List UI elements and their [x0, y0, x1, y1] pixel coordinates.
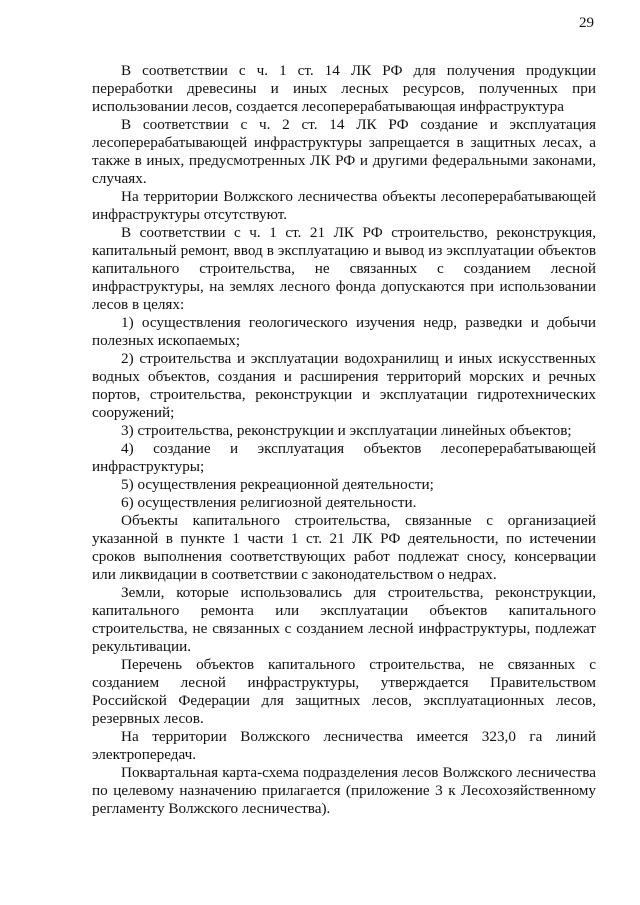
- document-body: [92, 62, 596, 818]
- list-item-3: 3) строительства, реконструкции и эксплуатации линейных объектов;: [121, 422, 572, 439]
- paragraph-lumber-infrastructure-creation: В соответствии с ч. 1 ст. 14 ЛК РФ для получения продукции переработки древесины и иных лесных ресурсов, полученных при использовании лесов, создается лесоперерабатывающая инфраструктура: [92, 62, 596, 115]
- list-item-4: 4) создание и эксплуатация объектов лесоперерабатывающей инфраструктуры;: [92, 440, 596, 475]
- list-item-1: 1) осуществления геологического изучения недр, разведки и добычи полезных ископаемых;: [92, 314, 596, 349]
- paragraph-power-lines: На территории Волжского лесничества имеется 323,0 га линий электропередач.: [92, 728, 596, 763]
- paragraph-demolition: Объекты капитального строительства, связанные с организацией указанной в пункте 1 части 1 ст. 21 ЛК РФ деятельности, по истечении сроков выполнения соответствующих работ подлежат сносу, консервации или ликвидации в соответствии с законодательством о недрах.: [92, 512, 596, 583]
- page-number: 29: [579, 15, 594, 31]
- paragraph-capital-construction-intro: В соответствии с ч. 1 ст. 21 ЛК РФ строительство, реконструкция, капитальный ремонт, ввод в эксплуатацию и вывод из эксплуатации объектов капитального строительства, не связанных с созданием лесной инфраструктуры, на землях лесного фонда допускаются при использовании лесов в целях:: [92, 224, 596, 313]
- paragraph-map-appendix: Поквартальная карта-схема подразделения лесов Волжского лесничества по целевому назначению прилагается (приложение 3 к Лесохозяйственному регламенту Волжского лесничества).: [92, 764, 596, 817]
- paragraph-lumber-infrastructure-prohibition: В соответствии с ч. 2 ст. 14 ЛК РФ создание и эксплуатация лесоперерабатывающей инфраструктуры запрещается в защитных лесах, а также в иных, предусмотренных ЛК РФ и другими федеральными законами, случаях.: [92, 116, 596, 187]
- list-item-6: 6) осуществления религиозной деятельности.: [121, 494, 417, 511]
- list-item-2: 2) строительства и эксплуатации водохранилищ и иных искусственных водных объектов, создания и расширения территорий морских и речных портов, строительства, реконструкции и эксплуатации гидротехнических сооружений;: [92, 350, 596, 421]
- paragraph-lumber-infrastructure-absent: На территории Волжского лесничества объекты лесоперерабатывающей инфраструктуры отсутствуют.: [92, 188, 596, 223]
- paragraph-recultivation: Земли, которые использовались для строительства, реконструкции, капитального ремонта или эксплуатации объектов капитального строительства, не связанных с созданием лесной инфраструктуры, подлежат рекультивации.: [92, 584, 596, 655]
- paragraph-government-list: Перечень объектов капитального строительства, не связанных с созданием лесной инфраструктуры, утверждается Правительством Российской Федерации для защитных лесов, эксплуатационных лесов, резервных лесов.: [92, 656, 596, 727]
- list-item-5: 5) осуществления рекреационной деятельности;: [121, 476, 434, 493]
